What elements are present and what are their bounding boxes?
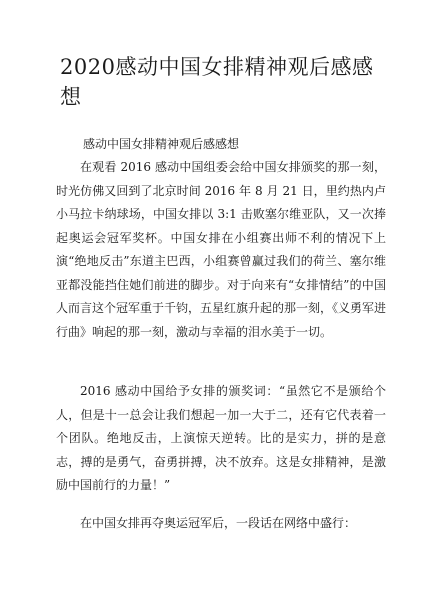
paragraph-2: 2016 感动中国给予女排的颁奖词：“虽然它不是颁给个人，但是十一总会让我们想起一加一大于二，还有它代表着一个团队。绝地反击，上演惊天逆转。比的是实力，拼的是意志，搏的是勇气，奋勇拼搏，决不放弃。这是女排精神，是激励中国前行的力量！” — [56, 384, 386, 492]
document-title: 2020感动中国女排精神观后感感想 — [60, 55, 374, 109]
paragraph-3: 在中国女排再夺奥运冠军后，一段话在网络中盛行： — [80, 516, 357, 530]
paragraph-1: 在观看 2016 感动中国组委会给中国女排颁奖的那一刻，时光仿佛又回到了北京时间 2016 年 8 月 21 日，里约热内卢小马拉卡纳球场，中国女排以 3:1 击败塞尔维亚队，又一次捧起奥运会冠军奖杯。中国女排在小组赛出师不利的情况下上演“绝地反击”东道主巴西，小组赛曾赢过我们的荷兰、塞尔维亚都没能挡住她们前进的脚步。对于向来有“女排情结”的中国人而言这个冠军重于千钧，五星红旗升起的那一刻，《义勇军进行曲》响起的那一刻，激动与幸福的泪水美于一切。 — [56, 160, 387, 339]
document-subtitle: 感动中国女排精神观后感感想 — [83, 137, 240, 151]
